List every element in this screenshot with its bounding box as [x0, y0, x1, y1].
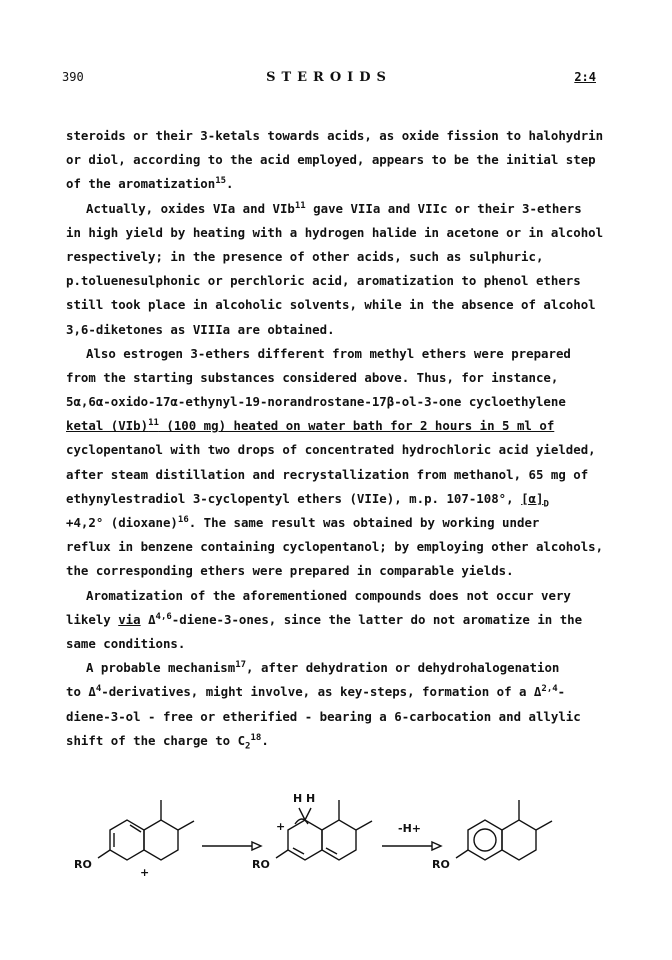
- text-line: likely via Δ$^{4,6}$-diene-3-ones, since the latter do not aromatize in the: [66, 611, 583, 627]
- text-line: cyclopentanol with two drops of concentrated hydrochloric acid yielded,: [66, 442, 596, 458]
- text-line: respectively; in the presence of other acids, such as sulphuric,: [66, 248, 544, 264]
- reaction-scheme: [74, 780, 590, 890]
- ro-label: RO: [252, 858, 270, 871]
- reference-superscript: 15: [215, 176, 227, 187]
- text-line: Also estrogen 3-ethers different from methyl ethers were prepared: [86, 345, 571, 361]
- proton-loss-label: -H+: [398, 822, 421, 835]
- reference-superscript: 17: [235, 660, 247, 670]
- text-line: reflux in benzene containing cyclopentanol; by employing other alcohols,: [66, 539, 604, 555]
- text-line: the corresponding ethers were prepared in comparable yields.: [66, 563, 514, 579]
- reference-superscript: 11: [148, 418, 159, 429]
- reference-superscript: 18: [250, 732, 262, 743]
- text-line: shift of the charge to $C_2^{18}$.: [66, 732, 269, 752]
- text-line: in high yield by heating with a hydrogen halide in acetone or in alcohol: [66, 224, 604, 240]
- structure-allylic-shift: [276, 800, 372, 860]
- text-line: +4,2° (dioxane)$^{16}$. The same result was obtained by working under: [66, 514, 540, 530]
- text-line: to $\Delta^4$-derivatives, might involve, as key-steps, formation of a Δ$^{2,4}$-: [66, 684, 566, 700]
- page-number: 390: [62, 70, 84, 84]
- reference-superscript: 11: [294, 200, 306, 211]
- text-line: or diol, according to the acid employed, appears to be the initial step: [66, 152, 596, 168]
- structure-phenol-ether: [456, 800, 552, 860]
- charge-plus: +: [140, 866, 150, 879]
- ro-label: RO: [432, 858, 450, 871]
- ro-label: RO: [74, 858, 92, 871]
- text-line: steroids or their 3-ketals towards acids, as oxide fission to halohydrin: [66, 128, 604, 143]
- text-line: ketal (VIb)$^{11}$ (100 mg) heated on water bath for 2 hours in 5 ml of: [66, 418, 555, 434]
- issue-number: 2:4: [574, 70, 596, 84]
- text-line: still took place in alcoholic solvents, while in the absence of alcohol: [66, 297, 596, 313]
- text-line: same conditions.: [66, 635, 186, 651]
- text-line: after steam distillation and recrystallization from methanol, 65 mg of: [66, 466, 589, 482]
- text-line: ethynylestradiol 3-cyclopentyl ethers (VIIe), m.p. 107-108°, $[\alpha]_D$: [66, 490, 549, 510]
- body-text: [66, 124, 604, 753]
- reference-superscript: 16: [177, 514, 189, 525]
- optical-rotation-symbol: [α]: [521, 490, 544, 506]
- text-line: from the starting substances considered above. Thus, for instance,: [66, 369, 559, 385]
- running-header: [62, 70, 596, 90]
- charge-plus: +: [276, 820, 286, 833]
- text-line: 3,6-diketones as VIIIa are obtained.: [66, 321, 335, 337]
- text-line: of the aromatization$^{15}$.: [66, 176, 234, 192]
- structure-cation: [98, 800, 194, 860]
- running-title: STEROIDS: [266, 70, 392, 85]
- text-line: 5α,6α-oxido-17α-ethynyl-19-norandrostane-17β-ol-3-one cycloethylene: [66, 394, 566, 410]
- text-line: diene-3-ol - free or etherified - bearing a 6-carbocation and allylic: [66, 708, 581, 724]
- text-line: p.toluenesulphonic or perchloric acid, aromatization to phenol ethers: [66, 273, 581, 289]
- text-line: A probable mechanism$^{17}$, after dehydration or dehydrohalogenation: [86, 660, 560, 676]
- text-line: Actually, oxides VIa and VIb$^{11}$ gave VIIa and VIIc or their 3-ethers: [86, 200, 582, 216]
- text-line: Aromatization of the aforementioned compounds does not occur very: [86, 587, 571, 603]
- hydrogen-label: H H: [293, 792, 316, 805]
- mechanism-diagram: [74, 780, 590, 890]
